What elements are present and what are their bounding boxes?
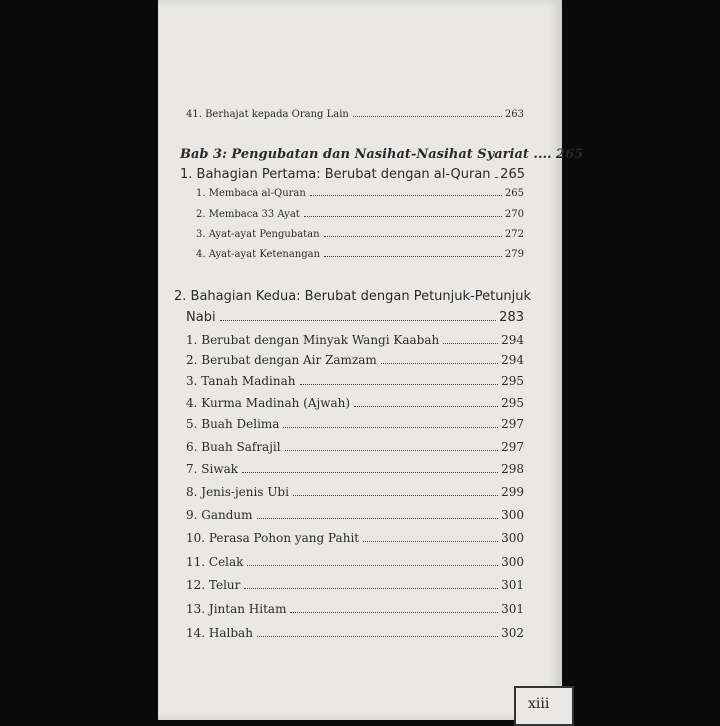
- toc-entry: [196, 228, 524, 240]
- toc-entry: [186, 440, 524, 454]
- leader-dots: [304, 208, 502, 217]
- toc-entry-page: 302: [501, 626, 524, 640]
- toc-entry-label: 4. Ayat-ayat Ketenangan: [196, 249, 321, 260]
- toc-entry: [186, 626, 524, 640]
- chapter-heading: Bab 3: Pengubatan dan Nasihat-Nasihat Syariat .... 265: [180, 147, 584, 162]
- toc-entry-label: 8. Jenis-jenis Ubi: [186, 485, 289, 499]
- toc-entry-page: 301: [501, 602, 524, 616]
- toc-entry-label: 6. Buah Safrajil: [186, 440, 281, 454]
- toc-entry: [186, 333, 524, 347]
- toc-part-1: [180, 167, 525, 182]
- toc-entry-label: 4. Kurma Madinah (Ajwah): [186, 396, 351, 410]
- toc-entry: [186, 578, 524, 592]
- leader-dots: [324, 248, 502, 257]
- toc-entry-page: 301: [501, 578, 524, 592]
- toc-entry-label: Nabi: [186, 310, 216, 326]
- toc-entry-page: 265: [504, 188, 524, 199]
- toc-entry-page: 300: [501, 531, 524, 545]
- page-number-box: [514, 686, 574, 726]
- toc-entry-page: 297: [501, 417, 524, 431]
- toc-entry-page: 294: [501, 333, 524, 347]
- toc-entry: [186, 555, 524, 569]
- toc-part-2-line1: 2. Bahagian Kedua: Berubat dengan Petunjuk-Petunjuk: [174, 289, 532, 304]
- toc-entry-label: 3. Ayat-ayat Pengubatan: [196, 229, 320, 240]
- toc-entry: [186, 508, 524, 522]
- leader-dots: [247, 555, 498, 566]
- toc-entry: [196, 248, 524, 260]
- toc-entry-page: 299: [501, 485, 524, 499]
- leader-dots: [290, 602, 498, 613]
- leader-dots: [324, 228, 502, 237]
- page-number: xiii: [528, 696, 550, 712]
- toc-entry-label: 10. Perasa Pohon yang Pahit: [186, 531, 360, 545]
- toc-entry: [186, 396, 524, 410]
- toc-entry-label: 3. Tanah Madinah: [186, 374, 296, 388]
- leader-dots: [283, 417, 498, 428]
- leader-dots: [293, 485, 498, 496]
- toc-entry-label: 41. Berhajat kepada Orang Lain: [186, 109, 349, 120]
- toc-entry-label: 7. Siwak: [186, 462, 239, 476]
- toc-entry-page: 294: [501, 353, 524, 367]
- toc-entry-page: 265: [500, 167, 525, 183]
- leader-dots: [220, 310, 497, 321]
- toc-entry-label: 9. Gandum: [186, 508, 253, 522]
- leader-dots: [285, 440, 498, 451]
- toc-part-2: [186, 310, 524, 325]
- toc-entry-page: 283: [499, 310, 524, 326]
- leader-dots: [242, 462, 498, 473]
- toc-entry-label: 13. Jintan Hitam: [186, 602, 287, 616]
- toc-entry-page: 270: [504, 209, 524, 220]
- leader-dots: [257, 626, 498, 637]
- toc-entry-label: 11. Celak: [186, 555, 244, 569]
- toc-entry-label: 12. Telur: [186, 578, 241, 592]
- toc-entry-label: 2. Membaca 33 Ayat: [196, 209, 300, 220]
- toc-entry: [186, 462, 524, 476]
- leader-dots: [244, 578, 498, 589]
- leader-dots: [495, 167, 498, 178]
- toc-entry-page: 297: [501, 440, 524, 454]
- toc-entry-41: [186, 108, 524, 120]
- toc-entry-label: 2. Berubat dengan Air Zamzam: [186, 353, 377, 367]
- toc-entry-label: 5. Buah Delima: [186, 417, 280, 431]
- toc-entry-page: 298: [501, 462, 524, 476]
- toc-entry-label: 1. Berubat dengan Minyak Wangi Kaabah: [186, 333, 440, 347]
- toc-entry-page: 295: [501, 374, 524, 388]
- toc-entry-page: 279: [504, 249, 524, 260]
- toc-entry: [186, 353, 524, 367]
- toc-entry-label: 1. Bahagian Pertama: Berubat dengan al-Quran: [180, 167, 491, 183]
- toc-entry-label: 1. Membaca al-Quran: [196, 188, 306, 199]
- leader-dots: [310, 187, 502, 196]
- toc-entry-page: 272: [504, 229, 524, 240]
- leader-dots: [354, 396, 498, 407]
- toc-entry: [186, 602, 524, 616]
- book-page: [158, 0, 584, 720]
- toc-entry-page: 263: [504, 109, 524, 120]
- toc-entry: [186, 417, 524, 431]
- leader-dots: [363, 531, 498, 542]
- toc-entry: [196, 208, 524, 220]
- toc-entry: [186, 485, 524, 499]
- toc-entry-label: 14. Halbah: [186, 626, 253, 640]
- leader-dots: [300, 374, 499, 385]
- toc-entry-page: 300: [501, 508, 524, 522]
- toc-entry-page: 295: [501, 396, 524, 410]
- leader-dots: [353, 108, 502, 117]
- leader-dots: [381, 353, 498, 364]
- leader-dots: [443, 333, 498, 344]
- toc-entry: [196, 187, 524, 199]
- toc-entry: [186, 531, 524, 545]
- leader-dots: [257, 508, 499, 519]
- toc-entry: [186, 374, 524, 388]
- toc-entry-page: 300: [501, 555, 524, 569]
